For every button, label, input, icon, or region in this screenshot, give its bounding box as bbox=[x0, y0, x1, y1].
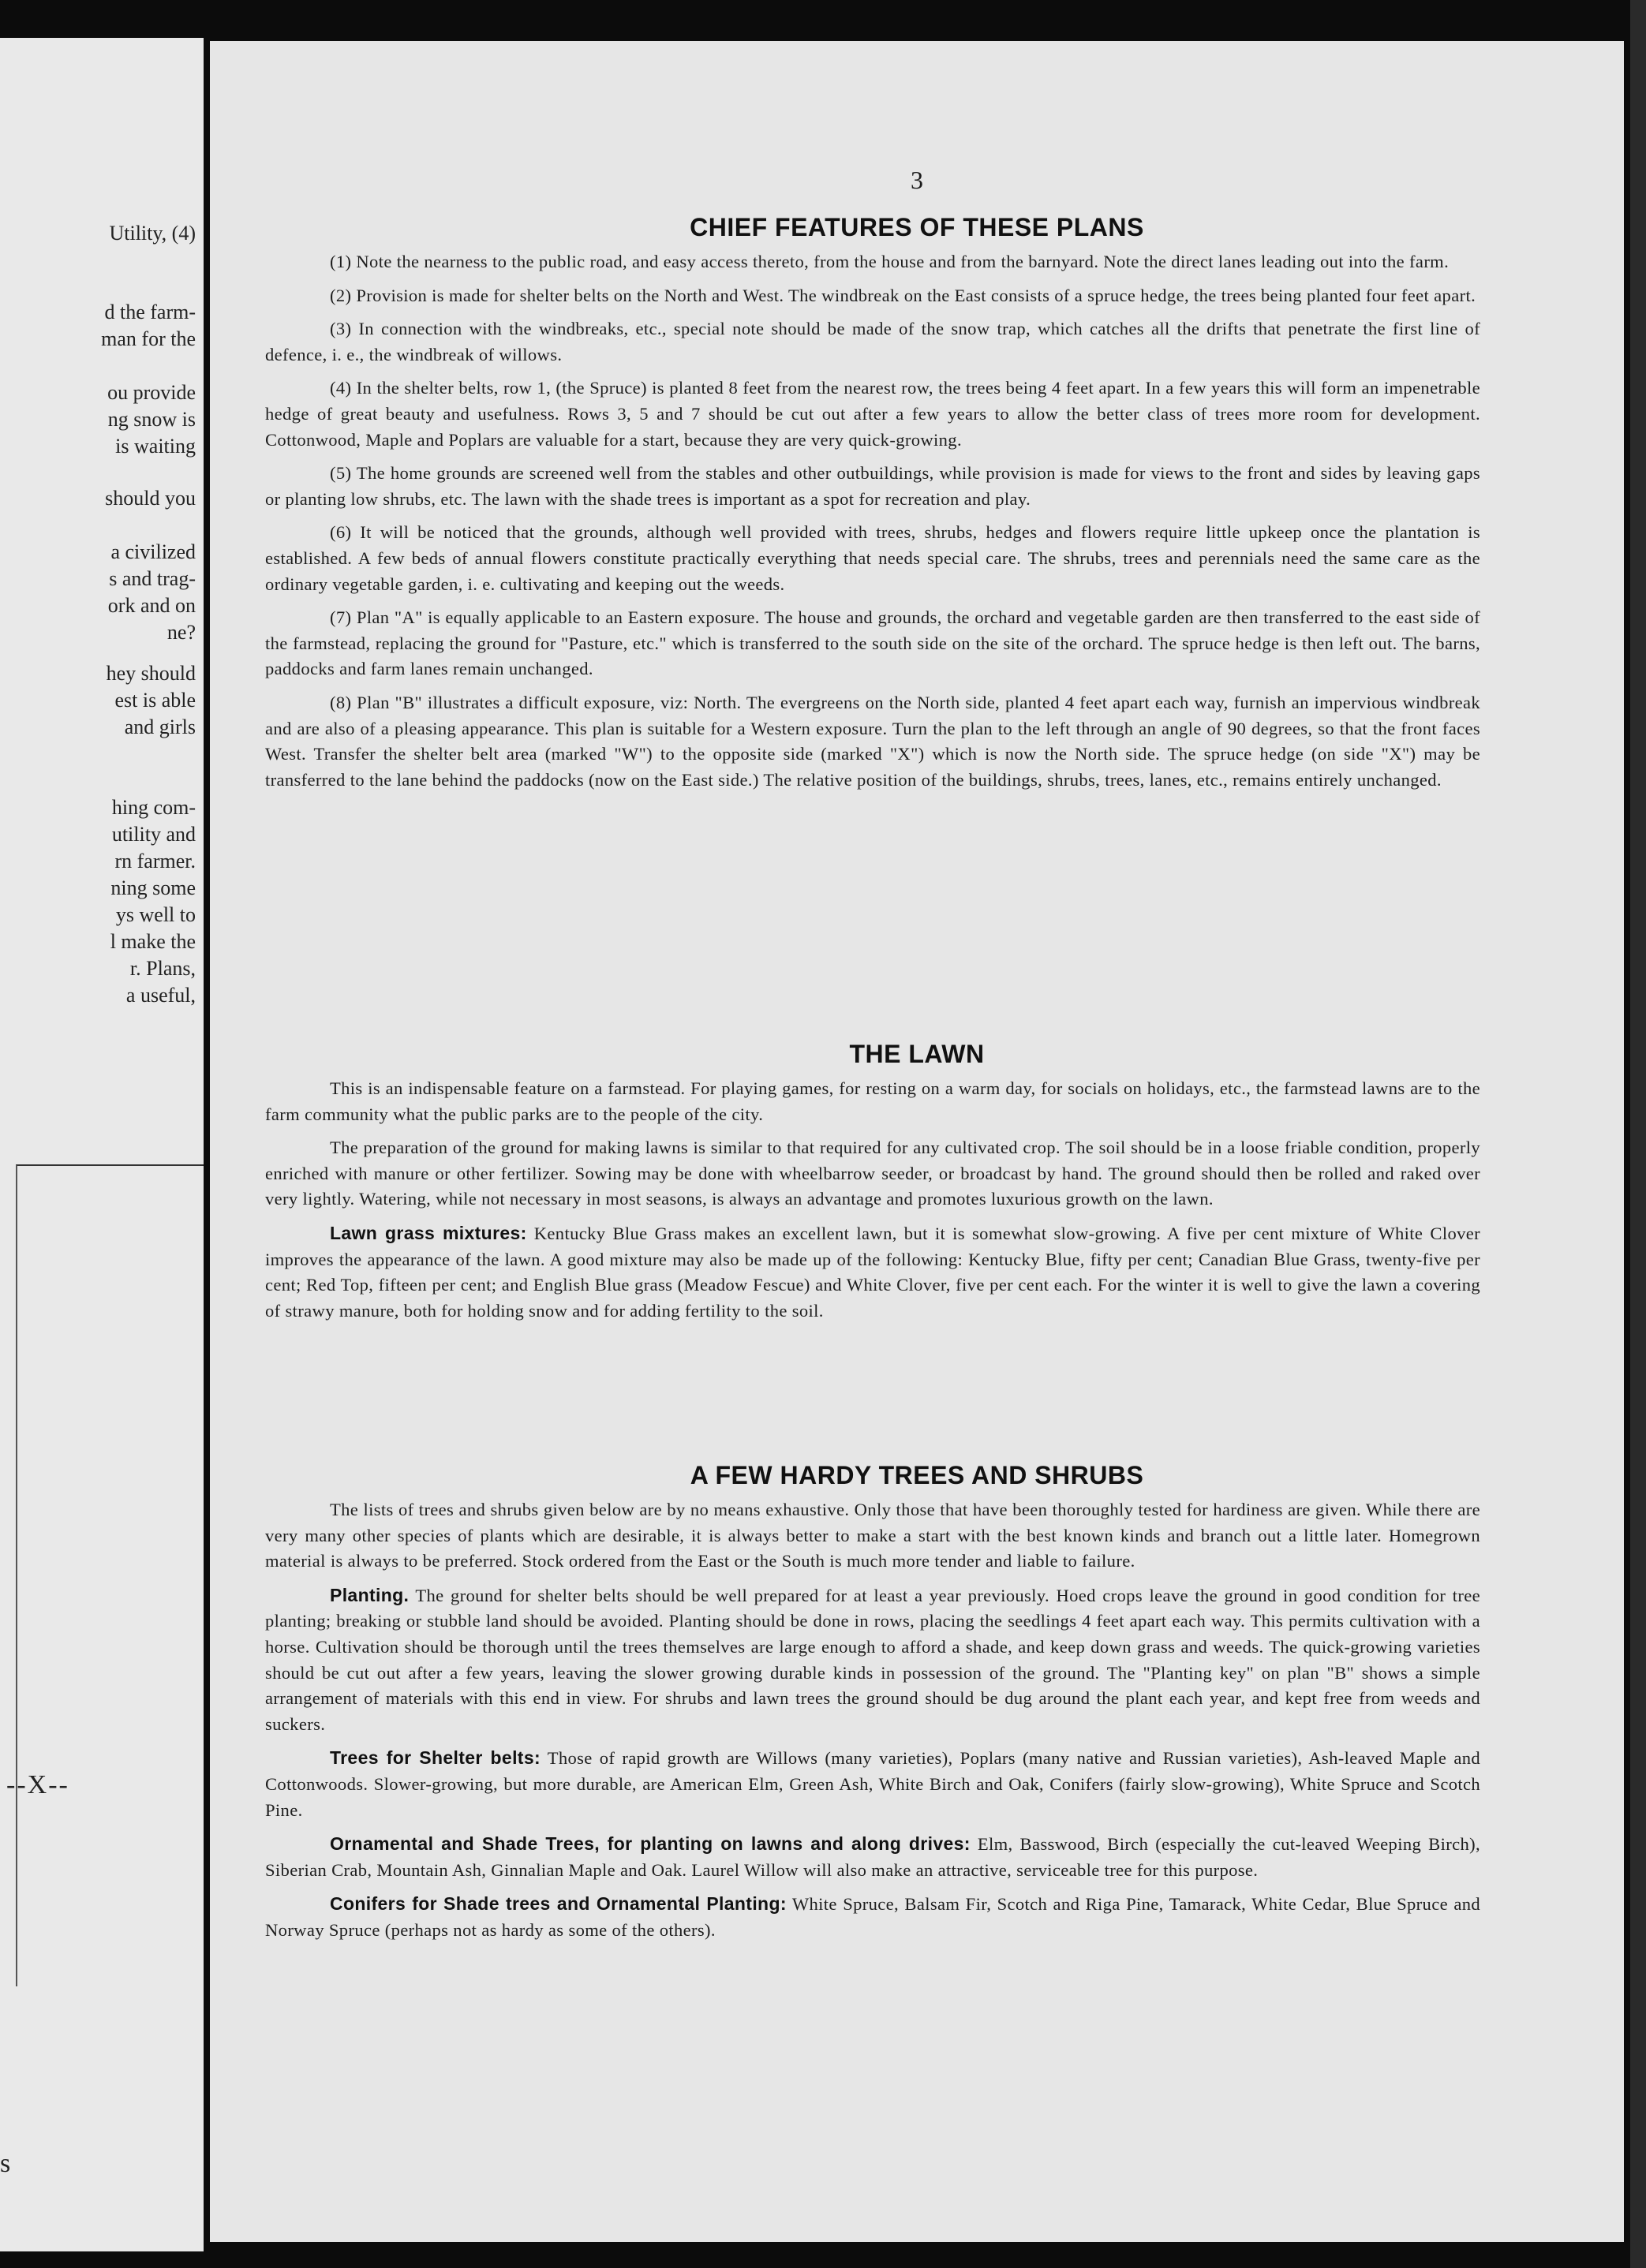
paragraph bbox=[265, 1497, 1480, 1575]
paragraph bbox=[265, 1135, 1480, 1212]
section-body-chief-features bbox=[265, 249, 1480, 793]
paragraph-text: (5) The home grounds are screened well from the stables and other outbuildings, while provision is made for views to the front and sides by leaving gaps or planting low shrubs, etc. The lawn with the shade trees is important as a spot for recreation and play. bbox=[265, 463, 1480, 509]
paragraph-lead-in: Trees for Shelter belts: bbox=[330, 1747, 541, 1769]
section-body-hardy-trees bbox=[265, 1497, 1480, 1944]
left-facing-page bbox=[0, 38, 204, 2251]
section-heading-lawn: THE LAWN bbox=[849, 1040, 985, 1068]
page-edge-strip bbox=[1630, 0, 1646, 2268]
paragraph-text: (3) In connection with the windbreaks, etc., special note should be made of the snow trap, which catches all the drifts that penetrate the first line of defence, i. e., the windbreak of willows. bbox=[265, 319, 1480, 364]
paragraph bbox=[265, 1831, 1480, 1883]
left-page-text-fragment: is waiting bbox=[115, 435, 196, 458]
left-page-text-fragment: hey should bbox=[106, 662, 196, 685]
left-page-text-fragment: d the farm- bbox=[104, 301, 196, 323]
left-page-text-fragment: r. Plans, bbox=[129, 957, 196, 980]
paragraph-text: (6) It will be noticed that the grounds, although well provided with trees, shrubs, hedges and flowers require little upkeep once the plantation is established. A few beds of annual flowers constitute practically everything that needs special care. The shrubs, trees and perennials need the same care as the ordinary vegetable garden, i. e. cultivating and keeping out the weeds. bbox=[265, 522, 1480, 594]
left-page-text-fragment: est is able bbox=[114, 689, 196, 712]
paragraph-text: (8) Plan "B" illustrates a difficult exposure, viz: North. The evergreens on the North side, planted 4 feet apart each way, furnish an impervious windbreak and are also of a pleasing appearance. This plan is suitable for a Western exposure. Turn the plan to the left through an angle of 90 degrees, so that the front faces West. Transfer the shelter belt area (marked "W") to the opposite side (marked "X") which is now the North side. The spruce hedge (on side "X") may be transferred to the lane behind the paddocks (now on the East side.) The relative position of the buildings, shrubs, trees, lanes, etc., remains entirely unchanged. bbox=[265, 692, 1480, 790]
left-page-text-fragment: rn farmer. bbox=[114, 850, 196, 872]
paragraph bbox=[265, 1220, 1480, 1324]
paragraph bbox=[265, 461, 1480, 512]
left-page-text-fragment: and girls bbox=[124, 716, 196, 738]
left-page-text-fragment: ne? bbox=[166, 621, 196, 644]
paragraph-text: The ground for shelter belts should be well prepared for at least a year previously. Hoed crops leave the ground in good condition for tree planting; breaking or stubble land should be avoided. Planting should be done in rows, placing the seedlings 4 feet apart each way. This permits cultivation with a horse. Cultivation should be thorough until the trees themselves are large enough to afford a shade, and keep down grass and weeds. The quick-growing varieties should be cut out after a few years, leaving the slower growing durable kinds in possession of the ground. The "Planting key" on plan "B" shows a simple arrangement of materials with this end in view. For shrubs and lawn trees the ground should be dug around the plant each year, and kept free from weeds and suckers. bbox=[265, 1585, 1480, 1734]
left-page-text-fragment: ng snow is bbox=[107, 408, 196, 431]
paragraph bbox=[265, 1076, 1480, 1127]
paragraph bbox=[265, 605, 1480, 682]
paragraph-text: (7) Plan "A" is equally applicable to an Eastern exposure. The house and grounds, the orchard and vegetable garden are then transferred to the east side of the farmstead, replacing the ground for "Pasture, etc." which is transferred to the south side on the site of the orchard. The spruce hedge is then left out. The barns, paddocks and farm lanes remain unchanged. bbox=[265, 607, 1480, 679]
section-heading-chief-features: CHIEF FEATURES OF THESE PLANS bbox=[690, 213, 1144, 241]
left-page-text-fragment: should you bbox=[105, 487, 196, 510]
paragraph-text: Kentucky Blue Grass makes an excellent lawn, but it is somewhat slow-growing. A five per cent mixture of White Clover improves the appearance of the lawn. A good mixture may also be made up of the following: Kentucky Blue, fifty per cent; Canadian Blue Grass, twenty-five per cent; Red Top, fifteen per cent; and English Blue grass (Meadow Fescue) and White Clover, five per cent each. For the winter it is well to give the lawn a covering of strawy manure, both for holding snow and for adding fertility to the soil. bbox=[265, 1223, 1480, 1321]
paragraph bbox=[265, 1745, 1480, 1823]
left-page-text-fragment: ou provide bbox=[107, 381, 196, 404]
section-body-lawn bbox=[265, 1076, 1480, 1324]
paragraph-text: (2) Provision is made for shelter belts on the North and West. The windbreak on the East consists of a spruce hedge, the trees being planted four feet apart. bbox=[330, 285, 1476, 305]
paragraph-lead-in: Conifers for Shade trees and Ornamental Planting: bbox=[330, 1893, 787, 1915]
paragraph-text: White Spruce, Balsam Fir, Scotch and Riga Pine, Tamarack, White Cedar, Blue Spruce and Norway Spruce (perhaps not as hardy as some of the others). bbox=[265, 1894, 1481, 1940]
paragraph bbox=[265, 376, 1480, 453]
paragraph bbox=[265, 1891, 1480, 1943]
paragraph-text: The lists of trees and shrubs given below are by no means exhaustive. Only those that have been thoroughly tested for hardiness are given. While there are very many other species of plants which are desirable, it is always better to make a start with the best known kinds and branch out a little later. Homegrown material is always to be preferred. Stock ordered from the East or the South is much more tender and liable to failure. bbox=[265, 1500, 1480, 1571]
left-page-text-fragment: ning some bbox=[110, 876, 196, 899]
paragraph bbox=[265, 249, 1480, 275]
paragraph bbox=[265, 1582, 1480, 1738]
paragraph-lead-in: Lawn grass mixtures: bbox=[330, 1222, 527, 1243]
paragraph-text: (1) Note the nearness to the public road, and easy access thereto, from the house and from the barnyard. Note the direct lanes leading out into the farm. bbox=[330, 252, 1450, 271]
paragraph-text: This is an indispensable feature on a farmstead. For playing games, for resting on a warm day, for socials on holidays, etc., the farmstead lawns are to the farm community what the public parks are to the people of the city. bbox=[265, 1078, 1480, 1124]
paragraph bbox=[265, 316, 1480, 368]
left-page-text-fragment: ork and on bbox=[107, 594, 196, 617]
left-page-text-fragment: a useful, bbox=[125, 984, 196, 1007]
page-number: 3 bbox=[911, 166, 923, 194]
paragraph-text: Those of rapid growth are Willows (many varieties), Poplars (many native and Russian varieties), Ash-leaved Maple and Cottonwoods. Slower-growing, but more durable, are American Elm, Green Ash, White Birch and Oak, Conifers (fairly slow-growing), White Spruce and Scotch Pine. bbox=[265, 1748, 1481, 1820]
paragraph-text: The preparation of the ground for making lawns is similar to that required for any cultivated crop. The soil should be in a loose friable condition, properly enriched with manure or other fertilizer. Sowing may be done with wheelbarrow seeder, or broadcast by hand. The ground should then be rolled and raked over very lightly. Watering, while not necessary in most seasons, is always an advantage and promotes luxurious growth on the lawn. bbox=[265, 1138, 1480, 1209]
left-page-text-fragment: s and trag- bbox=[109, 567, 196, 590]
document-page bbox=[210, 41, 1624, 2242]
left-page-text-fragment: hing com- bbox=[111, 796, 196, 819]
left-page-text-fragment: Utility, (4) bbox=[109, 222, 196, 245]
paragraph bbox=[265, 283, 1480, 309]
left-page-text-fragment: ys well to bbox=[115, 903, 196, 926]
left-page-text-fragment: a civilized bbox=[110, 540, 196, 563]
left-page-text-fragment: man for the bbox=[101, 327, 196, 350]
paragraph-lead-in: Ornamental and Shade Trees, for planting on lawns and along drives: bbox=[330, 1833, 971, 1855]
left-page-plan-border bbox=[16, 1164, 204, 1986]
left-page-plan-mark: --X-- bbox=[6, 1770, 69, 1799]
paragraph-text: (4) In the shelter belts, row 1, (the Spruce) is planted 8 feet from the nearest row, the trees being 4 feet apart. In a few years this will form an impenetrable hedge of great beauty and usefulness. Rows 3, 5 and 7 should be cut out after a few years to allow the better class of trees more room for development. Cottonwood, Maple and Poplars are valuable for a start, because they are very quick-growing. bbox=[265, 378, 1480, 450]
left-page-text-fragment: l make the bbox=[110, 930, 196, 953]
paragraph-text: Elm, Basswood, Birch (especially the cut-leaved Weeping Birch), Siberian Crab, Mountain Ash, Ginnalian Maple and Oak. Laurel Willow will also make an attractive, serviceable tree for this purpose. bbox=[265, 1834, 1480, 1880]
left-page-edge-glyph: s bbox=[0, 2149, 11, 2178]
left-page-text-fragment: utility and bbox=[111, 823, 196, 846]
paragraph-lead-in: Planting. bbox=[330, 1584, 410, 1605]
paragraph bbox=[265, 520, 1480, 597]
paragraph bbox=[265, 690, 1480, 793]
section-heading-hardy-trees: A FEW HARDY TREES AND SHRUBS bbox=[690, 1461, 1144, 1489]
